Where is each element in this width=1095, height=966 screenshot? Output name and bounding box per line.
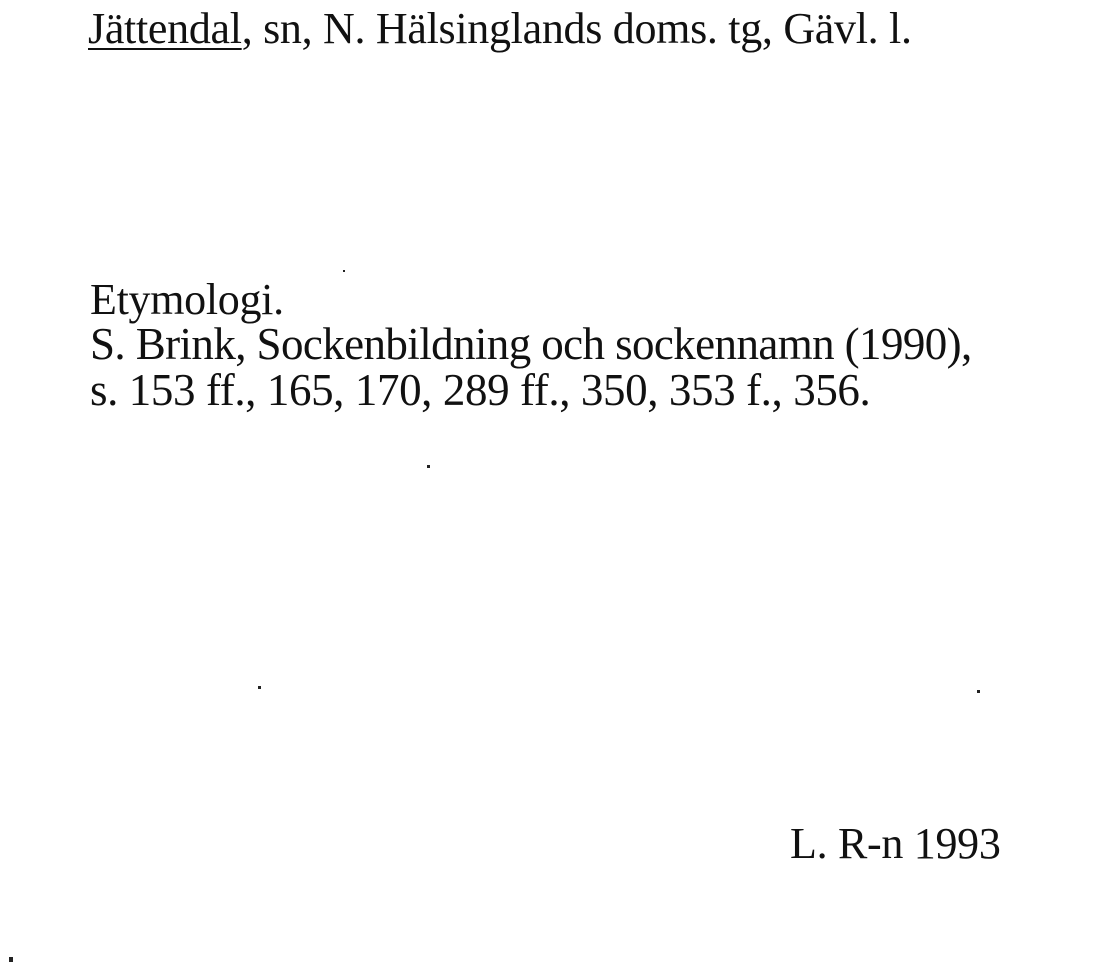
- scan-speck: [427, 465, 430, 468]
- heading-details: , sn, N. Hälsinglands doms. tg, Gävl. l.: [241, 4, 912, 53]
- scan-speck: [9, 957, 13, 962]
- section-label: Etymologi.: [90, 275, 284, 324]
- reference-line-1: S. Brink, Sockenbildning och sockennamn (1990),: [90, 319, 972, 369]
- scan-speck: [258, 686, 261, 689]
- scan-speck: [343, 270, 345, 272]
- reference-line-2: s. 153 ff., 165, 170, 289 ff., 350, 353 f., 356.: [90, 365, 871, 415]
- headword: Jättendal: [88, 4, 242, 53]
- scan-speck: [977, 690, 980, 693]
- signature: L. R-n 1993: [790, 819, 1001, 868]
- card-heading: [88, 4, 912, 53]
